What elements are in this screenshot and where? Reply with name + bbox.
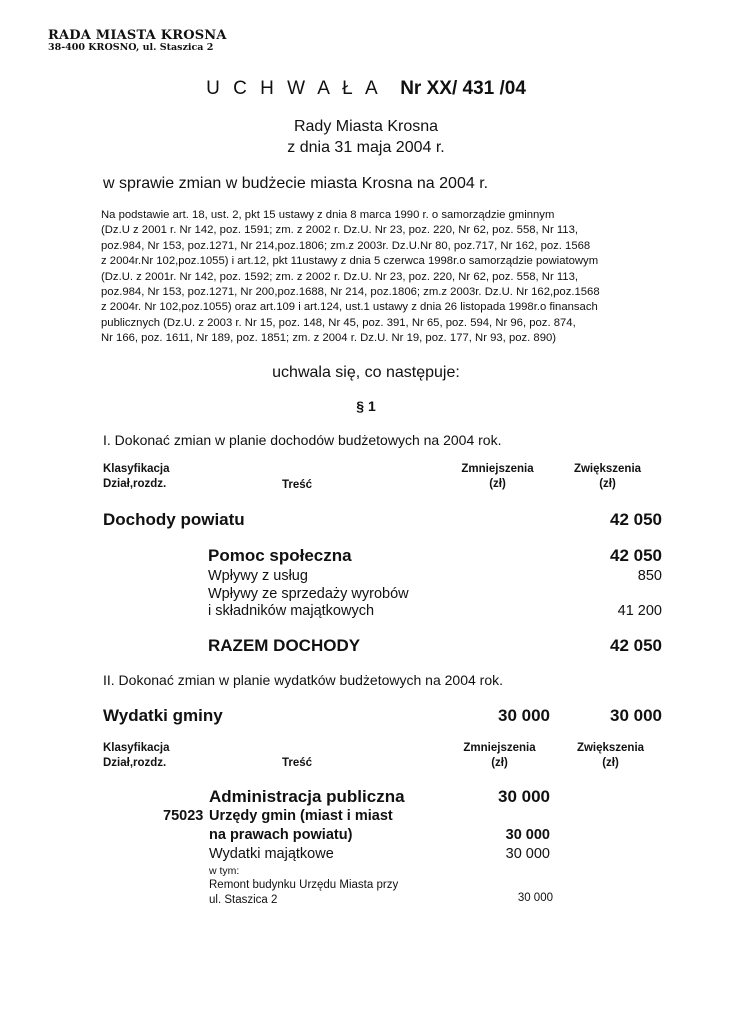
col-label: (zł): [602, 757, 619, 769]
council-name: Rady Miasta Krosna: [293, 118, 439, 135]
revenue-group-label: Dochody powiatu: [103, 510, 245, 529]
section1-col-increase: [560, 462, 655, 492]
service-revenue-label: Wpływy z usług: [208, 568, 308, 584]
revenue-total-label: RAZEM DOCHODY: [208, 636, 361, 655]
section1-heading: I. Dokonać zmian w planie dochodów budżetowych na 2004 rok.: [103, 432, 502, 448]
legal-line: poz.984, Nr 153, poz.1271, Nr 200,poz.1688, Nr 214, poz.1806; zm.z 2003r. Dz.U. Nr 162,poz.1568: [101, 286, 600, 299]
section2-heading: II. Dokonać zmian w planie wydatków budżetowych na 2004 rok.: [103, 672, 503, 688]
legal-basis: [101, 208, 641, 347]
capital-expense-label: Wydatki majątkowe: [209, 846, 334, 862]
col-label: (zł): [599, 478, 616, 490]
col-label: Klasyfikacja: [103, 742, 170, 754]
col-label: Dział,rozdz.: [103, 757, 167, 769]
legal-line: (Dz.U. z 2001r. Nr 142, poz. 1592; zm. z 2002 r. Dz.U. Nr 23, poz. 220, Nr 62, poz. 558, Nr 113,: [101, 270, 578, 283]
col-label: (zł): [491, 757, 508, 769]
expense-group-increase: 30 000: [610, 706, 662, 725]
chapter-label: Urzędy gmin (miast i miast: [209, 808, 393, 824]
col-label: Zwiększenia: [573, 463, 642, 475]
legal-line: (Dz.U z 2001 r. Nr 142, poz. 1591; zm. z 2002 r. Dz.U. Nr 23, poz. 220, Nr 62, poz. 558, Nr 113,: [101, 224, 578, 237]
paragraph-mark: § 1: [356, 398, 376, 414]
public-admin-label: Administracja publiczna: [209, 787, 405, 806]
renovation-decrease: 30 000: [517, 892, 553, 904]
capital-expense-decrease: 30 000: [505, 846, 550, 862]
resolution-number: Nr XX/ 431 /04: [400, 78, 526, 99]
revenue-total-increase: 42 050: [610, 636, 662, 655]
council-stamp-address: 38-400 KROSNO, ul. Staszica 2: [48, 42, 214, 53]
resolution-subject: w sprawie zmian w budżecie miasta Krosna na 2004 r.: [103, 175, 489, 192]
chapter-label-cont: na prawach powiatu): [209, 827, 353, 843]
council-stamp-name: RADA MIASTA KROSNA: [48, 28, 227, 43]
legal-line: poz.984, Nr 153, poz.1271, Nr 214,poz.1806; zm.z 2003r. Dz.U.Nr 80, poz.717, Nr 162, poz. 1568: [101, 239, 591, 252]
legal-line: z 2004r.Nr 102,poz.1055) i art.12, pkt 11ustawy z dnia 5 czerwca 1998r.o samorządzie powiatowym: [101, 255, 599, 268]
resolution-title: [0, 78, 732, 100]
section2-col-increase: [563, 741, 658, 771]
legal-line: Nr 166, poz. 1611, Nr 189, poz. 1851; zm. z 2004 r. Dz.U. Nr 19, poz. 177, Nr 93, poz. 890): [101, 332, 557, 345]
chapter-decrease: 30 000: [505, 827, 550, 843]
section2-col-decrease: [452, 741, 547, 771]
renovation-label-cont: ul. Staszica 2: [209, 894, 278, 906]
renovation-label: Remont budynku Urzędu Miasta przy: [209, 879, 399, 891]
asset-sales-label: Wpływy ze sprzedaży wyrobów: [208, 586, 409, 602]
section1-col-classification: [103, 462, 170, 492]
title-prefix: U C H W A Ł A: [206, 78, 382, 99]
public-admin-decrease: 30 000: [498, 787, 550, 806]
section1-col-decrease: [450, 462, 545, 492]
col-label: Zmniejszenia: [463, 742, 536, 754]
col-label: Dział,rozdz.: [103, 478, 167, 490]
including-label: w tym:: [209, 865, 240, 877]
col-label: Zwiększenia: [576, 742, 645, 754]
legal-line: Na podstawie art. 18, ust. 2, pkt 15 ustawy z dnia 8 marca 1990 r. o samorządzie gminnym: [101, 209, 555, 221]
asset-sales-increase: 41 200: [617, 603, 662, 619]
col-label: Klasyfikacja: [103, 463, 170, 475]
revenue-group-increase: 42 050: [610, 510, 662, 529]
social-aid-increase: 42 050: [610, 546, 662, 565]
col-label: Zmniejszenia: [461, 463, 534, 475]
service-revenue-increase: 850: [637, 568, 662, 584]
legal-line: z 2004r. Nr 102,poz.1055) oraz art.109 i art.124, ust.1 ustawy z dnia 26 listopada 1998r.o finansach: [101, 301, 598, 314]
section1-col-content: Treść: [282, 479, 313, 491]
asset-sales-label-cont: i składników majątkowych: [208, 603, 375, 619]
legal-line: publicznych (Dz.U. z 2003 r. Nr 15, poz. 148, Nr 45, poz. 391, Nr 65, poz. 594, Nr 96, poz. 874,: [101, 316, 576, 329]
col-label: (zł): [489, 478, 506, 490]
expense-group-label: Wydatki gminy: [103, 706, 223, 725]
resolves-clause: uchwala się, co następuje:: [272, 364, 460, 381]
social-aid-label: Pomoc społeczna: [208, 546, 352, 565]
resolution-date: z dnia 31 maja 2004 r.: [287, 139, 445, 156]
section2-col-classification: [103, 741, 170, 771]
expense-group-decrease: 30 000: [498, 706, 550, 725]
section2-col-content: Treść: [282, 757, 313, 769]
chapter-code: 75023: [163, 808, 204, 824]
